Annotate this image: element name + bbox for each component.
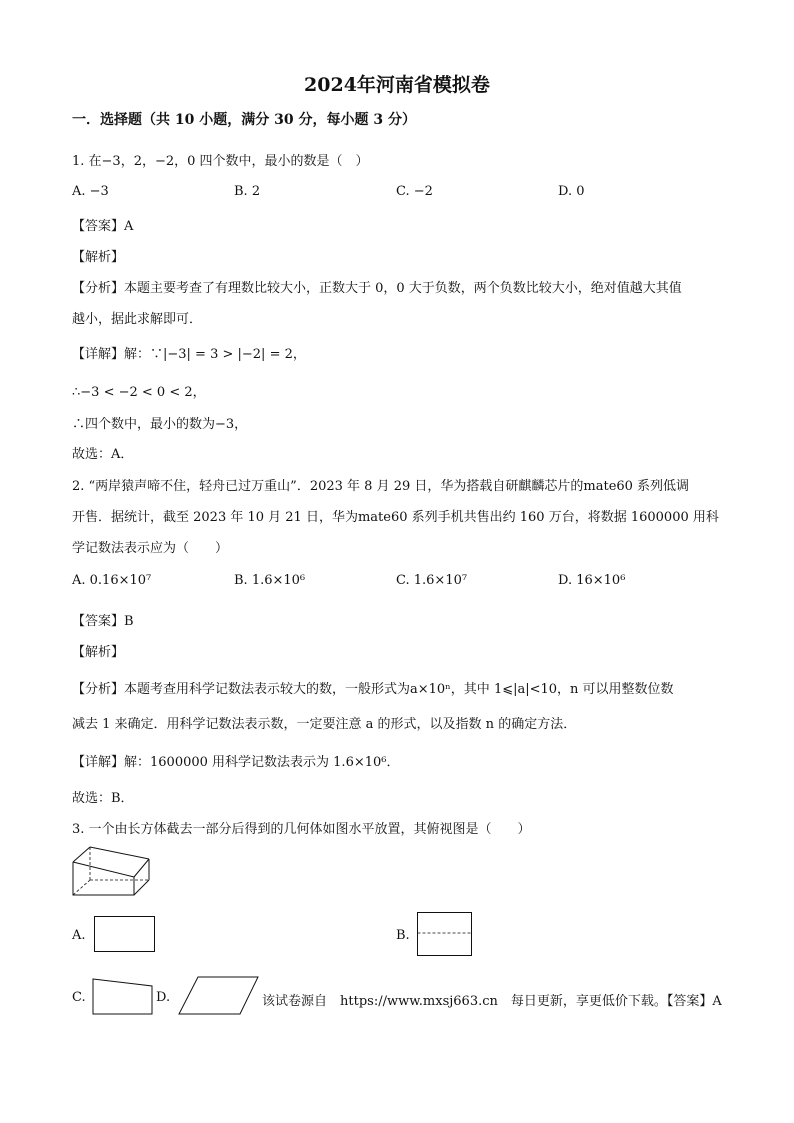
q2-analysis-line-2: 减去 1 来确定．用科学记数法表示数，一定要注意 a 的形式，以及指数 n 的确定方法． xyxy=(72,717,577,732)
q1-option-b: B. 2 xyxy=(234,184,261,199)
q3-option-a-figure xyxy=(94,916,156,953)
q2-answer: 【答案】B xyxy=(72,614,134,629)
q3-label-a: A. xyxy=(72,928,86,943)
q1-detail-line-1: 【详解】解：∵|−3| = 3 > |−2| = 2， xyxy=(72,347,306,362)
q2-stem-line-1: 2. “两岸猿声啼不住，轻舟已过万重山”．2023 年 8 月 29 日，华为搭载自研麒麟芯片的mate60 系列低调 xyxy=(72,479,690,494)
q2-option-c: C. 1.6×10⁷ xyxy=(396,573,468,588)
q3-stem: 3. 一个由长方体截去一部分后得到的几何体如图水平放置，其俯视图是（ ） xyxy=(72,822,531,837)
q2-detail: 【详解】解：1600000 用科学记数法表示为 1.6×10⁶． xyxy=(72,755,400,770)
q1-option-c: C. −2 xyxy=(396,184,433,199)
q1-option-a: A. −3 xyxy=(72,184,109,199)
q1-detail-line-2: ∴−3 < −2 < 0 < 2， xyxy=(72,385,206,400)
q3-label-c: C. xyxy=(72,990,86,1005)
q1-choose: 故选：A． xyxy=(72,447,134,462)
q3-footer: 该试卷源自 https://www.mxsj663.cn 每日更新，享更低价下载。【答案】A xyxy=(262,994,722,1009)
q3-label-b: B. xyxy=(396,928,410,943)
q2-option-b: B. 1.6×10⁶ xyxy=(234,573,306,588)
page-title: 2024年河南省模拟卷 xyxy=(304,74,490,96)
q1-stem: 1. 在−3，2，−2，0 四个数中，最小的数是（ ） xyxy=(72,154,369,169)
q2-option-a: A. 0.16×10⁷ xyxy=(72,573,152,588)
q1-detail-line-3: ∴四个数中，最小的数为−3， xyxy=(72,417,248,432)
q1-analysis-line-1: 【分析】本题主要考查了有理数比较大小，正数大于 0，0 大于负数，两个负数比较大小，绝对值越大其值 xyxy=(72,281,682,296)
q1-analysis-label: 【解析】 xyxy=(72,250,125,265)
q2-stem-line-2: 开售．据统计，截至 2023 年 10 月 21 日，华为mate60 系列手机共售出约 160 万台，将数据 1600000 用科 xyxy=(72,510,719,525)
q2-analysis-line-1: 【分析】本题考查用科学记数法表示较大的数，一般形式为a×10ⁿ，其中 1⩽|a|<10，n 可以用整数位数 xyxy=(72,682,674,697)
q2-choose: 故选：B． xyxy=(72,791,134,806)
q2-option-d: D. 16×10⁶ xyxy=(558,573,626,588)
q2-stem-line-3: 学记数法表示应为（ ） xyxy=(72,541,229,556)
q3-option-d-figure xyxy=(178,976,260,1016)
q2-analysis-label: 【解析】 xyxy=(72,645,125,660)
q1-analysis-line-2: 越小，据此求解即可． xyxy=(72,312,203,327)
section-heading: 一．选择题（共 10 小题，满分 30 分，每小题 3 分） xyxy=(72,112,416,128)
q1-option-d: D. 0 xyxy=(558,184,585,199)
q1-answer: 【答案】A xyxy=(72,219,134,234)
q3-label-d: D. xyxy=(156,990,171,1005)
q3-option-c-figure xyxy=(92,978,154,1016)
cuboid-figure xyxy=(72,845,152,897)
q3-option-b-figure xyxy=(417,912,473,957)
